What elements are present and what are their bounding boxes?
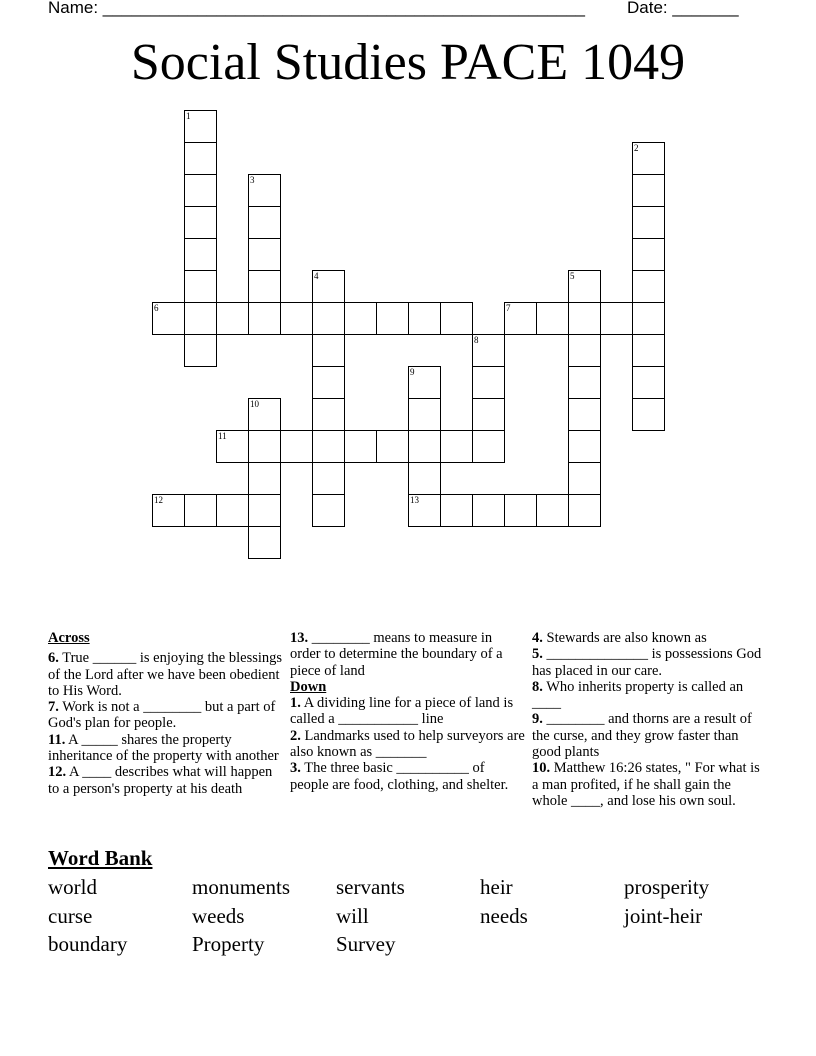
crossword-cell[interactable]	[184, 238, 217, 271]
clue-down-4	[532, 630, 768, 646]
crossword-cell[interactable]	[408, 398, 441, 431]
crossword-cell[interactable]	[632, 366, 665, 399]
crossword-cell[interactable]	[440, 494, 473, 527]
clue-number: 4.	[532, 630, 543, 646]
crossword-cell[interactable]	[408, 366, 441, 399]
clue-text: Who inherits property is called an ____	[532, 678, 744, 712]
crossword-cell[interactable]	[536, 302, 569, 335]
clue-number: 11.	[48, 731, 66, 748]
clue-number: 1.	[290, 695, 301, 712]
clue-number: 9.	[532, 711, 543, 728]
crossword-cell[interactable]	[568, 270, 601, 303]
clue-down-9	[532, 711, 768, 760]
clue-text: A ____ describes what will happen to a person's property at his death	[48, 764, 273, 797]
crossword-cell[interactable]	[632, 270, 665, 303]
word-bank-item: heir	[480, 875, 513, 899]
crossword-cell[interactable]	[408, 430, 441, 463]
word-bank-item: prosperity	[624, 875, 710, 899]
down-heading: Down	[290, 678, 327, 695]
cell-number: 8	[474, 335, 479, 345]
crossword-cell[interactable]	[312, 270, 345, 303]
clue-text: Matthew 16:26 states, " For what is a man profited, if he shall gain the whole ____, and lose his own soul.	[532, 760, 760, 809]
crossword-cell[interactable]	[472, 430, 505, 463]
crossword-cell[interactable]	[312, 494, 345, 527]
clue-number: 3.	[290, 760, 301, 777]
word-bank-item: Property	[192, 932, 265, 956]
word-bank-item: Survey	[336, 932, 396, 956]
crossword-cell[interactable]	[184, 110, 217, 143]
word-bank-item: needs	[480, 903, 528, 928]
word-bank-item: weeds	[192, 903, 245, 928]
crossword-cell[interactable]	[472, 334, 505, 367]
clue-text: The three basic __________ of people are food, clothing, and shelter.	[290, 760, 509, 793]
crossword-cell[interactable]	[440, 302, 473, 335]
crossword-cell[interactable]	[248, 430, 281, 463]
clue-down-3	[290, 760, 526, 793]
clue-down-2	[290, 728, 526, 761]
crossword-cell[interactable]	[312, 430, 345, 463]
clue-text: Stewards are also known as	[542, 630, 707, 646]
crossword-cell[interactable]	[408, 494, 441, 527]
crossword-cell[interactable]	[600, 302, 633, 335]
clue-number: 12.	[48, 764, 67, 781]
word-bank-item: world	[48, 875, 97, 899]
clue-text: Work is not a ________ but a part of God's plan for people.	[48, 699, 276, 732]
crossword-cell[interactable]	[632, 302, 665, 335]
clue-text: Landmarks used to help surveyors are also known as _______	[290, 727, 525, 761]
cell-number: 1	[186, 111, 191, 121]
clues-column-1	[48, 630, 284, 797]
crossword-cell[interactable]	[152, 494, 185, 527]
clue-across-6	[48, 650, 284, 699]
crossword-cell[interactable]	[248, 174, 281, 207]
clue-down-8	[532, 679, 768, 712]
crossword-cell[interactable]	[568, 494, 601, 527]
page-title: Social Studies PACE 1049	[130, 34, 686, 91]
crossword-cell[interactable]	[216, 430, 249, 463]
crossword-cell[interactable]	[248, 270, 281, 303]
crossword-cell[interactable]	[184, 302, 217, 335]
crossword-cell[interactable]	[248, 206, 281, 239]
clue-text: True ______ is enjoying the blessings of the Lord after we have been obedient to His Word.	[48, 650, 283, 699]
clue-text: ________ means to measure in order to determine the boundary of a piece of land	[290, 630, 503, 679]
crossword-cell[interactable]	[152, 302, 185, 335]
crossword-cell[interactable]	[632, 398, 665, 431]
crossword-cell[interactable]	[472, 398, 505, 431]
clue-down-10	[532, 760, 768, 809]
crossword-cell[interactable]	[312, 334, 345, 367]
crossword-cell[interactable]	[216, 494, 249, 527]
clue-number: 7.	[48, 699, 59, 716]
crossword-cell[interactable]	[280, 302, 313, 335]
crossword-cell[interactable]	[248, 494, 281, 527]
cell-number: 11	[218, 431, 227, 441]
crossword-cell[interactable]	[312, 398, 345, 431]
clues-column-3	[532, 630, 768, 809]
clue-text: A dividing line for a piece of land is called a ___________ line	[290, 695, 514, 728]
crossword-cell[interactable]	[568, 334, 601, 367]
crossword-cell[interactable]	[536, 494, 569, 527]
clues-column-2	[290, 630, 526, 793]
crossword-cell[interactable]	[408, 302, 441, 335]
crossword-cell[interactable]	[632, 238, 665, 271]
across-heading: Across	[48, 630, 90, 646]
clue-number: 8.	[532, 678, 543, 695]
clue-number: 10.	[532, 760, 551, 777]
crossword-cell[interactable]	[344, 430, 377, 463]
word-bank-item: joint-heir	[624, 903, 703, 928]
crossword-cell[interactable]	[280, 430, 313, 463]
crossword-cell[interactable]	[344, 302, 377, 335]
crossword-cell[interactable]	[472, 366, 505, 399]
word-bank-item: curse	[48, 903, 93, 928]
crossword-cell[interactable]	[472, 494, 505, 527]
crossword-cell[interactable]	[184, 206, 217, 239]
cell-number: 12	[154, 495, 163, 505]
crossword-cell[interactable]	[312, 462, 345, 495]
crossword-cell[interactable]	[504, 494, 537, 527]
word-bank-item: monuments	[192, 875, 290, 899]
clue-across-13	[290, 630, 526, 679]
clue-number: 2.	[290, 727, 301, 744]
clue-number: 13.	[290, 630, 309, 646]
word-bank-item: boundary	[48, 932, 128, 956]
crossword-cell[interactable]	[408, 462, 441, 495]
crossword-cell[interactable]	[184, 142, 217, 175]
clue-number: 5.	[532, 646, 543, 663]
crossword-cell[interactable]	[248, 238, 281, 271]
crossword-cell[interactable]	[376, 430, 409, 463]
crossword-cell[interactable]	[184, 174, 217, 207]
crossword-cell[interactable]	[632, 174, 665, 207]
crossword-cell[interactable]	[568, 302, 601, 335]
crossword-cell[interactable]	[216, 302, 249, 335]
crossword-cell[interactable]	[248, 462, 281, 495]
crossword-cell[interactable]	[248, 302, 281, 335]
cell-number: 5	[570, 271, 575, 281]
crossword-cell[interactable]	[504, 302, 537, 335]
crossword-cell[interactable]	[632, 334, 665, 367]
crossword-cell[interactable]	[312, 366, 345, 399]
crossword-cell[interactable]	[632, 206, 665, 239]
crossword-cell[interactable]	[248, 398, 281, 431]
crossword-cell[interactable]	[376, 302, 409, 335]
cell-number: 10	[250, 399, 259, 409]
cell-number: 6	[154, 303, 159, 313]
crossword-cell[interactable]	[184, 270, 217, 303]
word-bank-item: will	[336, 903, 369, 928]
clue-down-1	[290, 695, 526, 728]
cell-number: 7	[506, 303, 511, 313]
cell-number: 13	[410, 495, 419, 505]
word-bank-title: Word Bank	[48, 846, 153, 870]
clue-down-5	[532, 646, 768, 679]
clue-text: ________ and thorns are a result of the curse, and they grow faster than good plants	[532, 711, 752, 761]
cell-number: 3	[250, 175, 255, 185]
cell-number: 9	[410, 367, 415, 377]
clue-number: 6.	[48, 650, 59, 667]
crossword-cell[interactable]	[568, 462, 601, 495]
crossword-cell[interactable]	[184, 494, 217, 527]
clue-text: ______________ is possessions God has placed in our care.	[532, 646, 762, 679]
crossword-cell[interactable]	[632, 142, 665, 175]
crossword-cell[interactable]	[440, 430, 473, 463]
name-field-label: Name: ___________________________________________________	[48, 0, 585, 17]
cell-number: 2	[634, 143, 639, 153]
cell-number: 4	[314, 271, 319, 281]
crossword-cell[interactable]	[248, 526, 281, 559]
crossword-cell[interactable]	[312, 302, 345, 335]
clue-text: A _____ shares the property inheritance of the property with another	[48, 731, 279, 765]
crossword-cell[interactable]	[568, 430, 601, 463]
word-bank-item: servants	[336, 875, 405, 899]
date-field-label: Date: _______	[627, 0, 739, 17]
crossword-cell[interactable]	[568, 366, 601, 399]
clue-across-12	[48, 764, 284, 797]
clue-across-7	[48, 699, 284, 732]
clue-across-11	[48, 732, 284, 765]
crossword-cell[interactable]	[568, 398, 601, 431]
crossword-cell[interactable]	[184, 334, 217, 367]
